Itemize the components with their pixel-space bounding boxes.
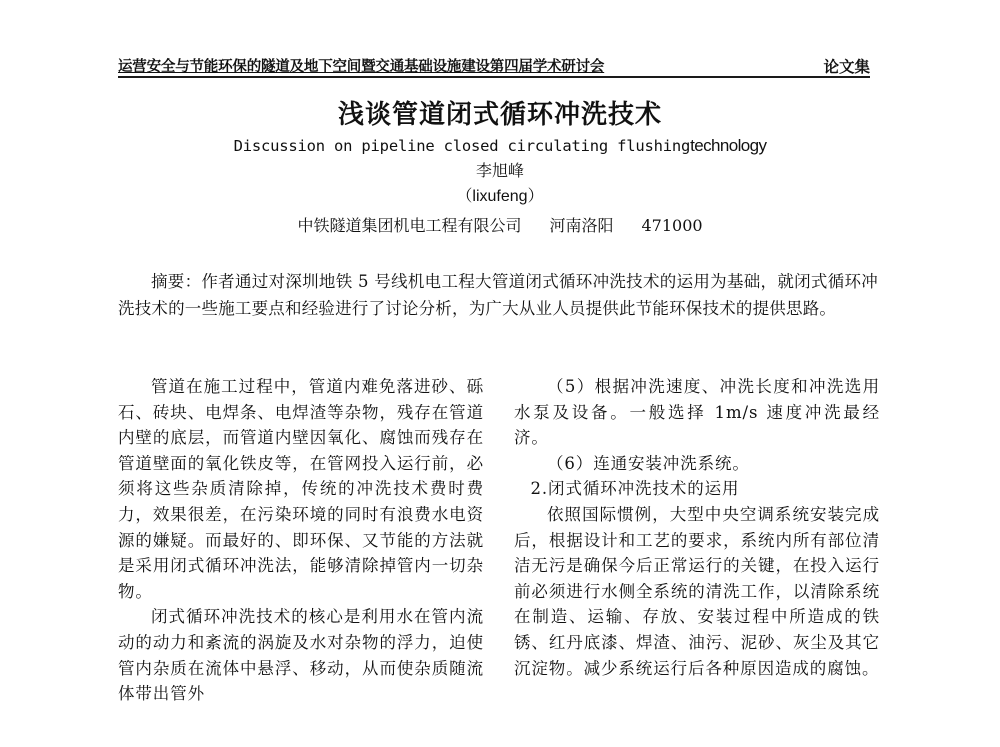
paragraph: 闭式循环冲洗技术的核心是利用水在管内流动的动力和紊流的涡旋及水对杂物的浮力，迫使管内杂质在流体中悬浮、移动，从而使杂质随流体带出管外: [118, 607, 484, 704]
list-item: （5）根据冲洗速度、冲洗长度和冲洗选用水泵及设备。一般选择 1m/s 速度冲洗最经济。: [514, 377, 880, 448]
paper-english-title: [0, 134, 1000, 158]
author-affiliation: [0, 214, 1000, 238]
paper-title: 浅谈管道闭式循环冲洗技术: [337, 100, 662, 130]
body-column-right: [514, 374, 880, 681]
abstract: 摘要：作者通过对深圳地铁 5 号线机电工程大管道闭式循环冲洗技术的运用为基础，就闭式循环冲洗技术的一些施工要点和经验进行了讨论分析，为广大从业人员提供此节能环保技术的提供思路。: [118, 272, 878, 318]
author-name-romanized: （lixufeng）: [456, 188, 544, 205]
section-heading: 2.闭式循环冲洗技术的运用: [530, 479, 740, 499]
affiliation-postcode: 471000: [641, 216, 703, 235]
body-column-left: [118, 374, 484, 707]
affiliation-organization: 中铁隧道集团机电工程有限公司: [297, 216, 522, 235]
affiliation-location: 河南洛阳: [549, 216, 614, 235]
paragraph: 依照国际惯例，大型中央空调系统安装完成后，根据设计和工艺的要求，系统内所有部位清洁无污是确保今后正常运行的关键，在投入运行前必须进行水侧全系统的清洗工作，以清除系统在制造、运输、存放、安装过程中所造成的铁锈、红丹底漆、焊渣、油污、泥砂、灰尘及其它沉淀物。减少系统运行后各种原因造成的腐蚀。: [514, 504, 880, 678]
running-header: [118, 58, 870, 78]
list-item: （6）连通安装冲洗系统。: [547, 453, 750, 473]
author-name: 李旭峰: [475, 161, 524, 180]
proceedings-label: 论文集: [823, 58, 870, 76]
english-title-part: Discussion on pipeline closed circulating flushing: [233, 137, 691, 155]
english-title-last-word: technology: [690, 136, 767, 155]
paragraph: 管道在施工过程中，管道内难免落进砂、砾石、砖块、电焊条、电焊渣等杂物，残存在管道内壁的底层，而管道内壁因氧化、腐蚀而残存在管道壁面的氧化铁皮等，在管网投入运行前，必须将这些杂质清除掉，传统的冲洗技术费时费力，效果很差，在污染环境的同时有浪费水电资源的嫌疑。而最好的、即环保、又节能的方法就是采用闭式循环冲洗法，能够清除掉管内一切杂物。: [118, 377, 484, 601]
conference-name: 运营安全与节能环保的隧道及地下空间暨交通基础设施建设第四届学术研讨会: [118, 59, 605, 75]
